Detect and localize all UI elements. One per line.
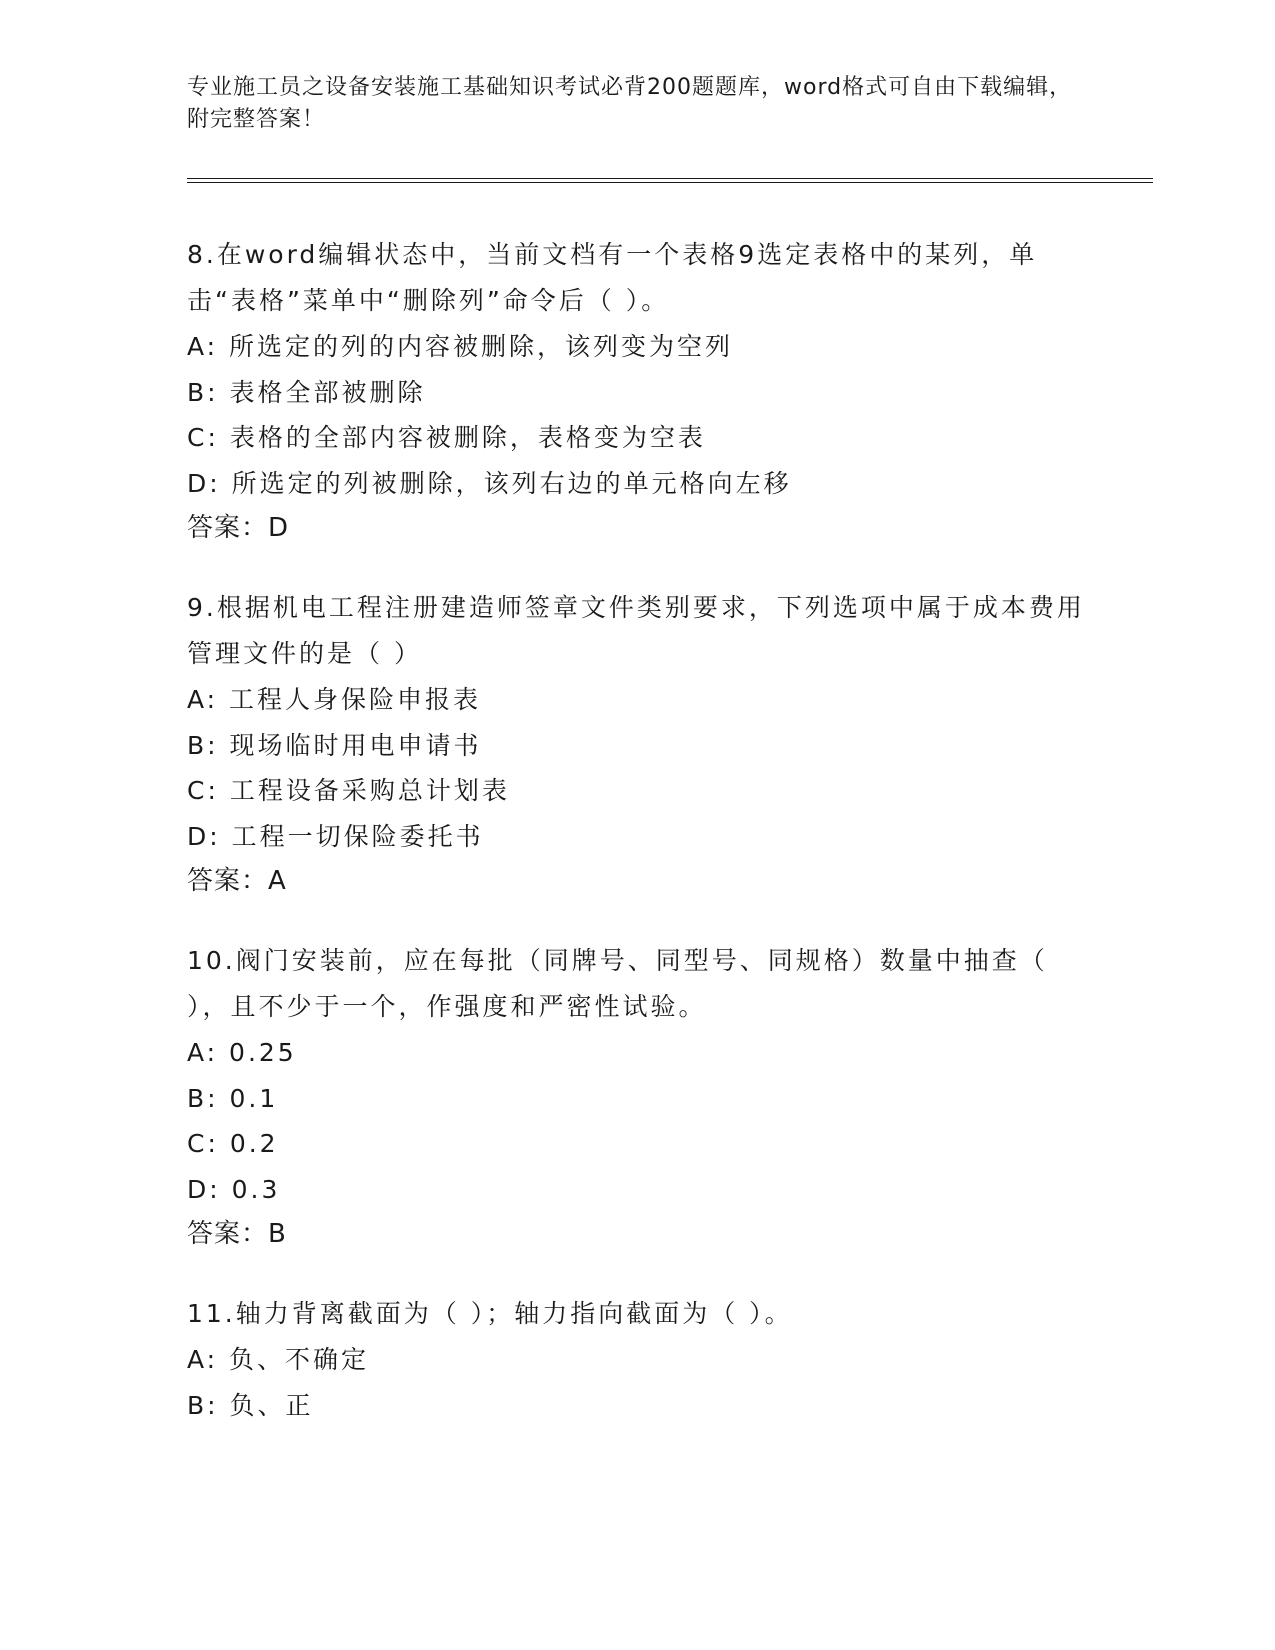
question-text: 10.阀门安装前，应在每批（同牌号、同型号、同规格）数量中抽查（ ），且不少于一个，作强度和严密性试验。: [187, 946, 1048, 1021]
option-c: C: 工程设备采购总计划表: [187, 776, 510, 805]
question-item: [187, 232, 1087, 551]
question-item: [187, 938, 1087, 1257]
option-b: B: 0.1: [187, 1083, 279, 1113]
option-a: A: 工程人身保险申报表: [187, 685, 482, 714]
answer-text: 答案：D: [187, 513, 290, 543]
question-text: 8.在word编辑状态中，当前文档有一个表格9选定表格中的某列，单击“表格”菜单中“删除列”命令后（ ）。: [187, 240, 1038, 315]
answer-text: 答案：A: [187, 866, 287, 896]
question-text: 11.轴力背离截面为（ ）；轴力指向截面为（ ）。: [187, 1299, 793, 1328]
answer-text: 答案：B: [187, 1219, 287, 1249]
question-item: [187, 585, 1087, 904]
option-d: D: 所选定的列被删除，该列右边的单元格向左移: [187, 468, 792, 498]
option-a: A: 所选定的列的内容被删除，该列变为空列: [187, 332, 734, 361]
option-c: C: 表格的全部内容被删除，表格变为空表: [187, 423, 706, 452]
option-d: D: 工程一切保险委托书: [187, 821, 484, 851]
option-d: D: 0.3: [187, 1174, 281, 1204]
header-divider: [187, 178, 1153, 183]
option-b: B: 负、正: [187, 1390, 314, 1420]
question-text: 9.根据机电工程注册建造师签章文件类别要求，下列选项中属于成本费用管理文件的是（ ）: [187, 593, 1085, 668]
document-header: 专业施工员之设备安装施工基础知识考试必背200题题库，word格式可自由下载编辑，附完整答案！: [187, 75, 1073, 132]
option-b: B: 表格全部被删除: [187, 377, 426, 407]
option-a: A: 0.25: [187, 1038, 297, 1067]
question-list: [187, 232, 1087, 1462]
option-b: B: 现场临时用电申请书: [187, 730, 482, 760]
question-item: [187, 1291, 1087, 1428]
option-c: C: 0.2: [187, 1129, 279, 1158]
option-a: A: 负、不确定: [187, 1345, 370, 1374]
